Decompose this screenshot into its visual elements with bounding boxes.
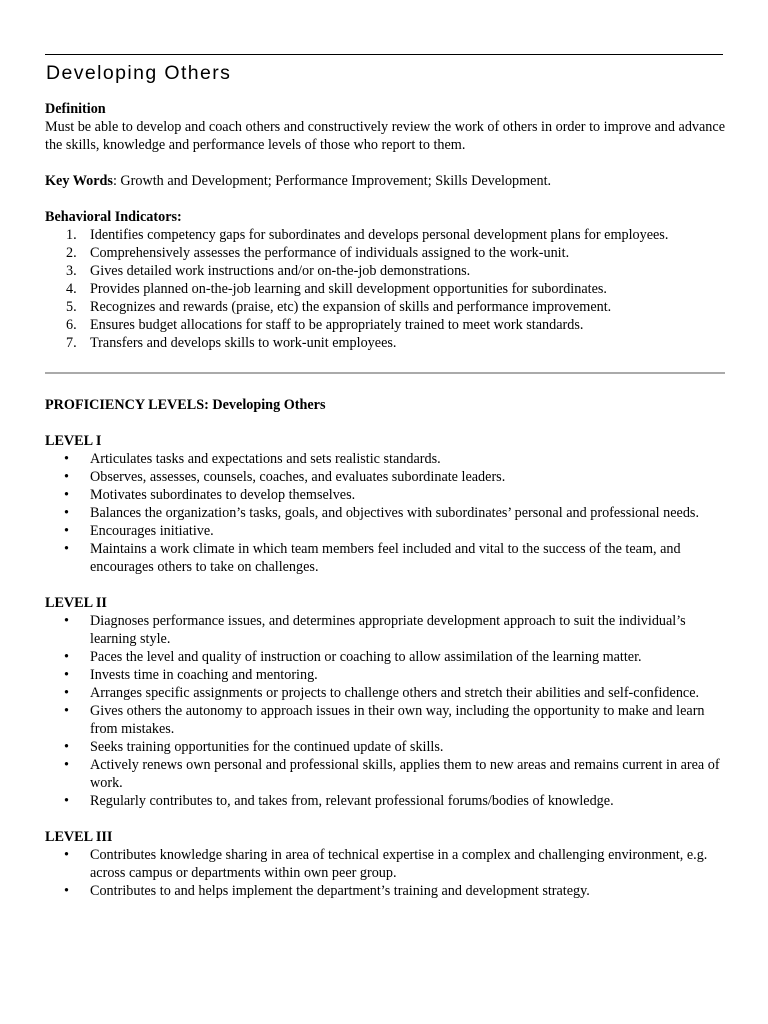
list-item-text: Actively renews own personal and professional skills, applies them to new areas and remains current in area of work.: [90, 757, 720, 791]
behavioral-item-text: Transfers and develops skills to work-unit employees.: [90, 335, 397, 351]
list-item: [45, 540, 725, 576]
bullet-icon: •: [64, 883, 69, 899]
list-item-text: Contributes knowledge sharing in area of technical expertise in a complex and challenging environment, e.g. across campus or departments within own peer group.: [90, 847, 708, 881]
list-item-text: Paces the level and quality of instruction or coaching to allow assimilation of the learning matter.: [90, 649, 642, 665]
bullet-icon: •: [64, 757, 69, 773]
level-heading: LEVEL III: [45, 829, 113, 845]
bullet-icon: •: [64, 469, 69, 485]
level-list: [45, 612, 725, 810]
level-list: [45, 846, 725, 900]
level-heading: LEVEL II: [45, 595, 107, 611]
behavioral-item: [45, 334, 725, 352]
behavioral-list: [45, 226, 725, 352]
behavioral-item: [45, 244, 725, 262]
list-item-text: Regularly contributes to, and takes from, relevant professional forums/bodies of knowledge.: [90, 793, 614, 809]
behavioral-item-text: Provides planned on-the-job learning and skill development opportunities for subordinates.: [90, 281, 607, 297]
proficiency-heading: PROFICIENCY LEVELS: Developing Others: [45, 397, 326, 413]
list-item: [45, 756, 725, 792]
bullet-icon: •: [64, 793, 69, 809]
definition-heading: Definition: [45, 101, 106, 117]
key-words: [45, 172, 725, 190]
list-number: 3.: [66, 263, 77, 279]
level-section: [45, 594, 725, 828]
list-number: 5.: [66, 299, 77, 315]
behavioral-item: [45, 298, 725, 316]
behavioral-item: [45, 280, 725, 298]
bullet-icon: •: [64, 685, 69, 701]
key-words-text: : Growth and Development; Performance Improvement; Skills Development.: [112, 173, 552, 189]
list-item: [45, 702, 725, 738]
list-item-text: Articulates tasks and expectations and sets realistic standards.: [90, 451, 441, 467]
level-list: [45, 450, 725, 576]
bullet-icon: •: [64, 523, 69, 539]
list-item: [45, 882, 725, 900]
level-heading: LEVEL I: [45, 433, 102, 449]
list-item: [45, 666, 725, 684]
list-number: 2.: [66, 245, 77, 261]
bullet-icon: •: [64, 487, 69, 503]
bullet-icon: •: [64, 739, 69, 755]
levels-container: [45, 432, 725, 900]
list-item-text: Diagnoses performance issues, and determines appropriate development approach to suit the individual’s learning style.: [90, 613, 686, 647]
bullet-icon: •: [64, 649, 69, 665]
behavioral-item-text: Gives detailed work instructions and/or on-the-job demonstrations.: [90, 263, 471, 279]
bullet-icon: •: [64, 451, 69, 467]
behavioral-item-text: Identifies competency gaps for subordinates and develops personal development plans for employees.: [90, 227, 669, 243]
list-item: [45, 468, 725, 486]
bullet-icon: •: [64, 703, 69, 719]
behavioral-item-text: Recognizes and rewards (praise, etc) the expansion of skills and performance improvement.: [90, 299, 612, 315]
list-item: [45, 486, 725, 504]
level-section: [45, 432, 725, 594]
list-item: [45, 504, 725, 522]
bullet-icon: •: [64, 667, 69, 683]
list-number: 1.: [66, 227, 77, 243]
behavioral-item: [45, 226, 725, 244]
list-item-text: Contributes to and helps implement the department’s training and development strategy.: [90, 883, 590, 899]
level-section: [45, 828, 725, 900]
list-item-text: Observes, assesses, counsels, coaches, and evaluates subordinate leaders.: [90, 469, 506, 485]
key-words-label: Key Words: [45, 173, 113, 189]
behavioral-heading: Behavioral Indicators:: [45, 209, 182, 225]
list-item-text: Encourages initiative.: [90, 523, 214, 539]
behavioral-item: [45, 316, 725, 334]
list-number: 7.: [66, 335, 77, 351]
list-item: [45, 846, 725, 882]
list-item: [45, 522, 725, 540]
top-rule: [45, 54, 723, 55]
list-item-text: Gives others the autonomy to approach issues in their own way, including the opportunity to make and learn from mistakes.: [90, 703, 705, 737]
list-number: 6.: [66, 317, 77, 333]
bullet-icon: •: [64, 541, 69, 557]
bullet-icon: •: [64, 505, 69, 521]
list-item-text: Balances the organization’s tasks, goals, and objectives with subordinates’ personal and professional needs.: [90, 505, 699, 521]
document-body: [45, 100, 725, 900]
list-item: [45, 648, 725, 666]
definition-text: Must be able to develop and coach others and constructively review the work of others in order to improve and advance the skills, knowledge and performance levels of those who report to them.: [45, 119, 725, 153]
list-item-text: Seeks training opportunities for the continued update of skills.: [90, 739, 444, 755]
list-item-text: Motivates subordinates to develop themselves.: [90, 487, 356, 503]
behavioral-item: [45, 262, 725, 280]
bullet-icon: •: [64, 613, 69, 629]
list-item-text: Arranges specific assignments or projects to challenge others and stretch their abilities and self-confidence.: [90, 685, 700, 701]
list-item: [45, 450, 725, 468]
list-item: [45, 684, 725, 702]
list-number: 4.: [66, 281, 77, 297]
list-item-text: Maintains a work climate in which team members feel included and vital to the success of the team, and encourages others to take on challenges.: [90, 541, 681, 575]
section-divider: [45, 372, 725, 374]
page-title: Developing Others: [46, 62, 232, 84]
list-item-text: Invests time in coaching and mentoring.: [90, 667, 318, 683]
bullet-icon: •: [64, 847, 69, 863]
behavioral-item-text: Comprehensively assesses the performance of individuals assigned to the work-unit.: [90, 245, 570, 261]
list-item: [45, 612, 725, 648]
list-item: [45, 792, 725, 810]
behavioral-item-text: Ensures budget allocations for staff to be appropriately trained to meet work standards.: [90, 317, 584, 333]
list-item: [45, 738, 725, 756]
